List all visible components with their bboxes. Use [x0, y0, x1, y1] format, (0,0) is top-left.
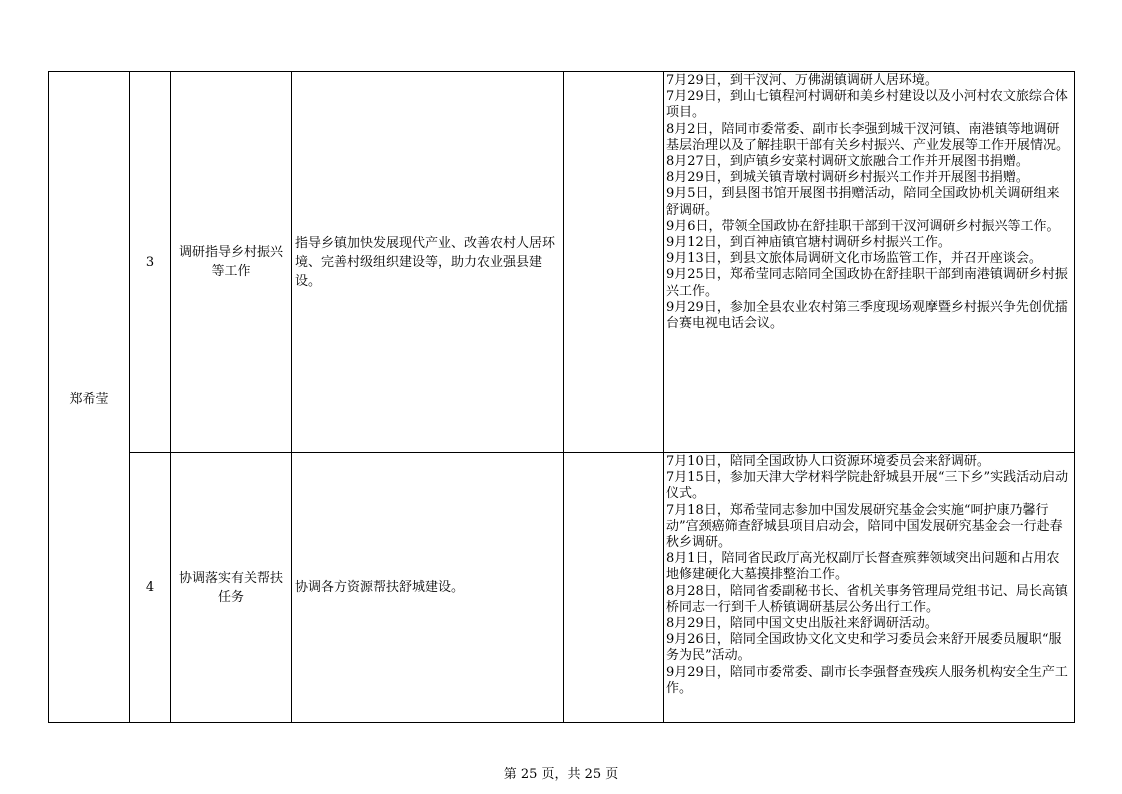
work-table [48, 71, 1075, 723]
person-name: 郑希莹 [49, 72, 130, 723]
log-entry: 8月29日，到城关镇青墩村调研乡村振兴工作并开展图书捐赠。 [666, 170, 1029, 186]
task-description: 协调各方资源帮扶舒城建设。 [292, 453, 564, 723]
log-entry: 8月28日，陪同省委副秘书长、省机关事务管理局党组书记、局长高镇桥同志一行到千人桥镇调研基层公务出行工作。 [666, 583, 1068, 615]
log-entry: 9月29日，陪同市委常委、副市长李强督查残疾人服务机构安全生产工作。 [666, 664, 1068, 696]
page-footer: 第 25 页，共 25 页 [503, 767, 619, 782]
task-title: 协调落实有关帮扶任务 [171, 453, 292, 723]
row-number: 4 [130, 453, 171, 723]
table-row [49, 72, 1075, 453]
log-entry: 8月29日，陪同中国文史出版社来舒调研活动。 [666, 616, 938, 632]
log-entry: 7月10日，陪同全国政协人口资源环境委员会来舒调研。 [666, 454, 990, 469]
log-entry: 7月18日，郑希莹同志参加中国发展研究基金会实施“呵护康乃馨行动”宫颈癌筛查舒城县项目启动会，陪同中国发展研究基金会一行赴春秋乡调研。 [666, 502, 1063, 551]
table-row [49, 453, 1075, 723]
activity-log [664, 72, 1075, 453]
log-entry: 8月27日，到庐镇乡安菜村调研文旅融合工作并开展图书捐赠。 [666, 154, 1029, 170]
log-entry: 9月6日，带领全国政协在舒挂职干部到干汊河调研乡村振兴等工作。 [666, 218, 1060, 234]
log-entry: 9月25日，郑希莹同志陪同全国政协在舒挂职干部到南港镇调研乡村振兴工作。 [666, 267, 1068, 299]
empty-cell [564, 453, 664, 723]
row-number: 3 [130, 72, 171, 453]
empty-cell [564, 72, 664, 453]
task-title: 调研指导乡村振兴等工作 [171, 72, 292, 453]
log-entry: 9月13日，到县文旅体局调研文化市场监管工作，并召开座谈会。 [666, 251, 1042, 267]
log-entry: 7月29日，到山七镇程河村调研和美乡村建设以及小河村农文旅综合体项目。 [666, 89, 1068, 121]
log-entry: 7月29日，到干汊河、万佛湖镇调研人居环境。 [666, 73, 938, 88]
task-description: 指导乡镇加快发展现代产业、改善农村人居环境、完善村级组织建设等，助力农业强县建设。 [292, 72, 564, 453]
log-entry: 9月29日，参加全县农业农村第三季度现场观摩暨乡村振兴争先创优擂台赛电视电话会议。 [666, 299, 1068, 332]
log-entry: 9月5日，到县图书馆开展图书捐赠活动，陪同全国政协机关调研组来舒调研。 [666, 186, 1060, 218]
log-entry: 9月12日，到百神庙镇官塘村调研乡村振兴工作。 [666, 235, 951, 251]
log-entry: 8月2日，陪同市委常委、副市长李强到城干汊河镇、南港镇等地调研基层治理以及了解挂职干部有关乡村振兴、产业发展等工作开展情况。 [666, 121, 1070, 153]
log-entry: 7月15日，参加天津大学材料学院赴舒城县开展“三下乡”实践活动启动仪式。 [666, 470, 1069, 502]
log-entry: 9月26日，陪同全国政协文化文史和学习委员会来舒开展委员履职“服务为民”活动。 [666, 632, 1062, 664]
activity-log [664, 453, 1075, 723]
log-entry: 8月1日，陪同省民政厅高光权副厅长督查殡葬领域突出问题和占用农地修建硬化大墓摸排整治工作。 [666, 551, 1060, 583]
